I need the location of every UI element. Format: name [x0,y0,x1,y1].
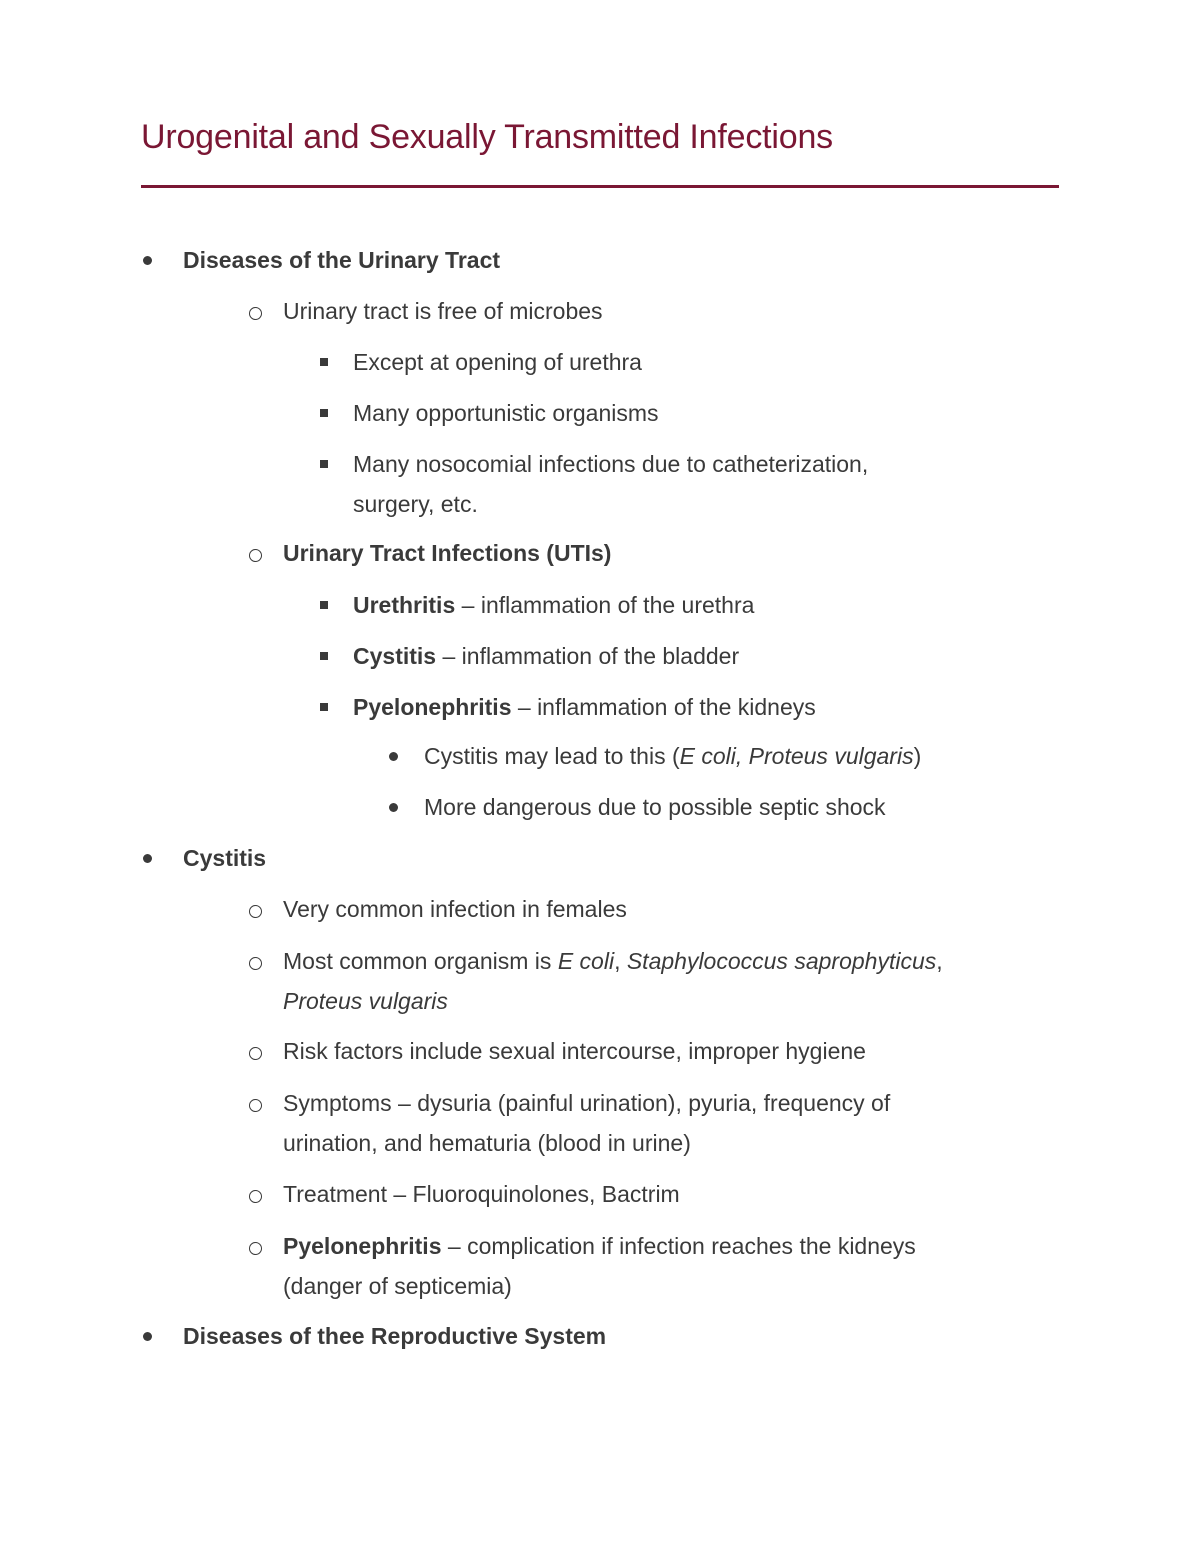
list-item: Symptoms – dysuria (painful urination), pyuria, frequency of [283,1090,891,1116]
list-item: Risk factors include sexual intercourse, improper hygiene [283,1038,866,1064]
bullet-square-icon [320,358,328,366]
list-item: Cystitis may lead to this (E coli, Proteus vulgaris) [424,743,922,769]
bullet-square-icon [320,601,328,609]
page-title: Urogenital and Sexually Transmitted Infections [141,118,833,156]
bullet-circle-icon [249,957,262,970]
list-item: Many nosocomial infections due to catheterization, [353,451,869,477]
bullet-circle-icon [249,1099,262,1112]
bullet-circle-icon [249,1242,262,1255]
list-item: Urethritis – inflammation of the urethra [353,592,755,618]
bullet-square-icon [320,703,328,711]
bullet-dot-icon [143,256,152,265]
list-item-continuation: urination, and hematuria (blood in urine) [283,1130,691,1156]
section-heading: Diseases of thee Reproductive System [183,1323,607,1349]
list-item-continuation: Proteus vulgaris [283,988,448,1014]
section-heading: Cystitis [183,845,267,871]
list-item: Treatment – Fluoroquinolones, Bactrim [283,1181,680,1207]
list-item: Pyelonephritis – inflammation of the kidneys [353,694,816,720]
bullet-circle-icon [249,307,262,320]
list-item: Except at opening of urethra [353,349,642,375]
list-item: More dangerous due to possible septic shock [424,794,886,820]
bullet-square-icon [320,652,328,660]
list-item: Most common organism is E coli, Staphylococcus saprophyticus, [283,948,943,974]
bullet-circle-icon [249,549,262,562]
bullet-dot-icon [143,1332,152,1341]
list-item: Urinary tract is free of microbes [283,298,603,324]
title-divider [141,185,1059,188]
bullet-dot-icon [389,752,398,761]
bullet-dot-icon [143,854,152,863]
list-item: Very common infection in females [283,896,627,922]
list-item: Pyelonephritis – complication if infection reaches the kidneys [283,1233,916,1259]
bullet-square-icon [320,409,328,417]
list-item: Many opportunistic organisms [353,400,659,426]
bullet-square-icon [320,460,328,468]
bullet-circle-icon [249,1190,262,1203]
section-heading: Diseases of the Urinary Tract [183,247,501,273]
list-item-continuation: (danger of septicemia) [283,1273,512,1299]
bullet-circle-icon [249,1047,262,1060]
bullet-dot-icon [389,803,398,812]
list-item: Urinary Tract Infections (UTIs) [283,540,612,566]
bullet-circle-icon [249,905,262,918]
list-item-continuation: surgery, etc. [353,491,478,517]
list-item: Cystitis – inflammation of the bladder [353,643,740,669]
